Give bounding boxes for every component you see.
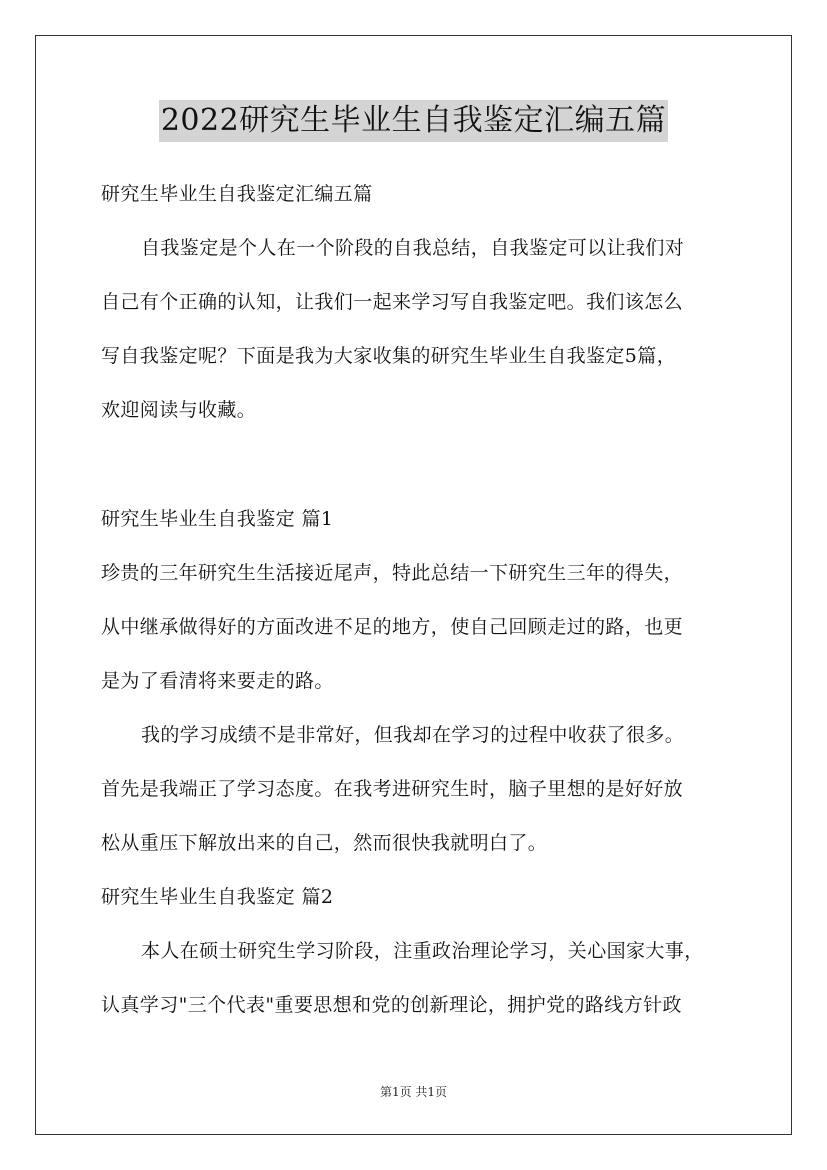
intro-line-3: 写自我鉴定呢？下面是我为大家收集的研究生毕业生自我鉴定5篇， [101, 345, 677, 367]
section-1-para1-line-2: 从中继承做得好的方面改进不足的地方，使自己回顾走过的路，也更 [101, 616, 684, 638]
section-1-para1-line-1: 珍贵的三年研究生生活接近尾声，特此总结一下研究生三年的得失， [101, 562, 684, 584]
section-2-para1-line-1: 本人在硕士研究生学习阶段，注重政治理论学习，关心国家大事， [141, 940, 704, 962]
document-title: 2022研究生毕业生自我鉴定汇编五篇 [159, 100, 668, 142]
intro-line-1: 自我鉴定是个人在一个阶段的自我总结，自我鉴定可以让我们对 [141, 237, 685, 259]
section-1-para2-line-1: 我的学习成绩不是非常好，但我却在学习的过程中收获了很多。 [141, 724, 685, 746]
intro-line-4: 欢迎阅读与收藏。 [101, 399, 257, 421]
section-1-para1-line-3: 是为了看清将来要走的路。 [101, 670, 334, 692]
section-2-para1-line-2: 认真学习"三个代表"重要思想和党的创新理论，拥护党的路线方针政 [101, 994, 682, 1016]
title-container [0, 100, 827, 142]
page-footer: 第1页 共1页 [379, 1085, 448, 1099]
document-subtitle: 研究生毕业生自我鉴定汇编五篇 [101, 183, 373, 205]
intro-line-2: 自己有个正确的认知，让我们一起来学习写自我鉴定吧。我们该怎么 [101, 291, 684, 313]
section-1-heading: 研究生毕业生自我鉴定 篇1 [101, 508, 334, 530]
section-1-para2-line-3: 松从重压下解放出来的自己，然而很快我就明白了。 [101, 832, 548, 854]
section-2-heading: 研究生毕业生自我鉴定 篇2 [101, 886, 334, 908]
section-1-para2-line-2: 首先是我端正了学习态度。在我考进研究生时，脑子里想的是好好放 [101, 778, 684, 800]
